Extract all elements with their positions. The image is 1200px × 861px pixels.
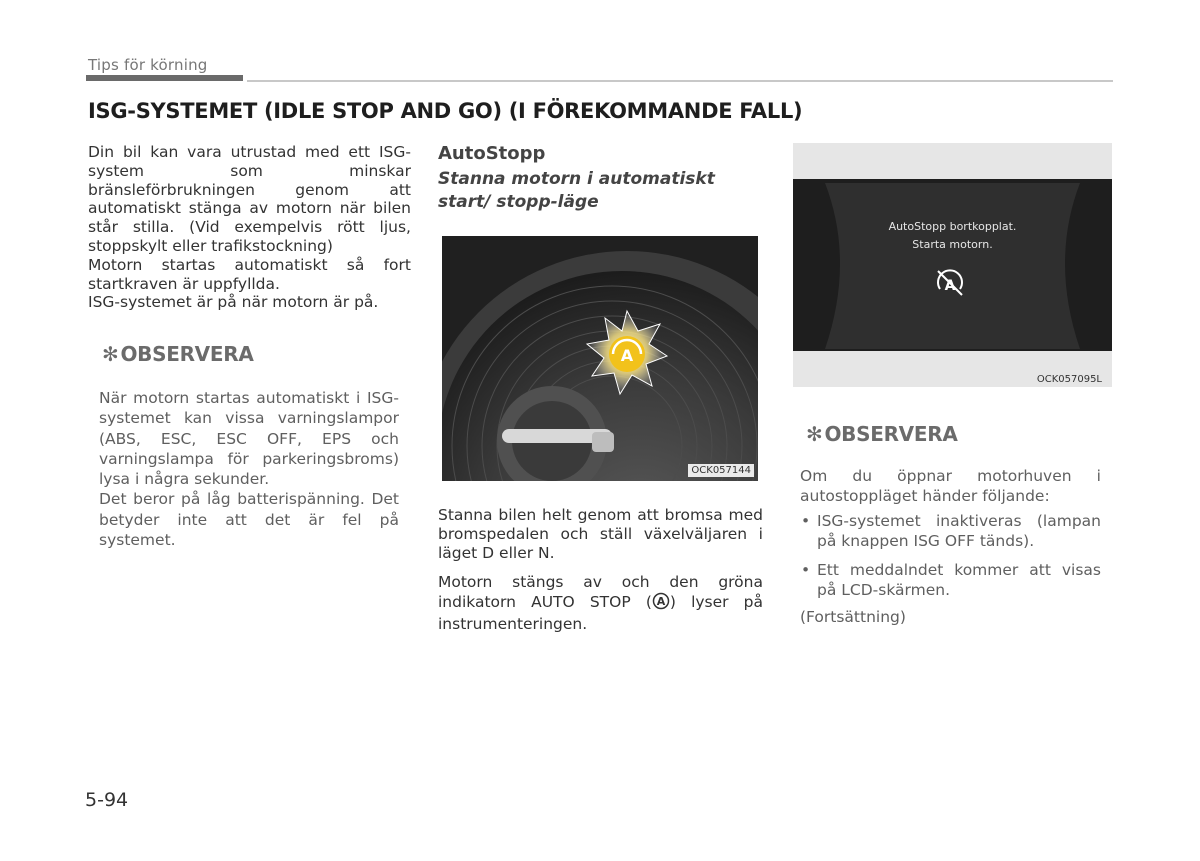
- list-item: • ISG-systemet inaktiveras (lampan på knappen ISG OFF tänds).: [801, 511, 1101, 550]
- list-item: • Ett meddalndet kommer att visas på LCD-skärmen.: [801, 561, 1101, 600]
- lcd-message-figure: [793, 143, 1112, 387]
- autostopp-paragraph-1: Stanna bilen helt genom att bromsa med bromspedalen och ställ växelväljaren i läget D eller N.: [438, 506, 763, 562]
- lcd-line-2: Starta motorn.: [912, 238, 993, 251]
- intro-paragraph-1: Din bil kan vara utrustad med ett ISG-system som minskar bränsleförbrukningen genom att automatiskt stänga av motorn när bilen står stilla. (Vid exempelvis rött ljus, stoppskylt eller trafikstockning): [88, 143, 411, 255]
- observera-paragraph-2: Det beror på låg batterispänning. Det betyder inte att det är fel på systemet.: [99, 490, 399, 550]
- section-header: Tips för körning: [88, 56, 208, 74]
- svg-text:A: A: [656, 595, 666, 609]
- observera-text-2: [800, 466, 1101, 627]
- auto-stop-icon: [652, 592, 670, 615]
- page-number: 5-94: [85, 789, 129, 811]
- autostopp-heading: AutoStopp: [438, 143, 546, 164]
- lcd-display-illustration: [793, 143, 1112, 387]
- observera-paragraph-1: När motorn startas automatiskt i ISG-systemet kan vissa varningslampor (ABS, ESC, ESC OFF, EPS och varningslampa för parkeringsbroms) lysa i några sekunder.: [99, 389, 399, 489]
- intro-text: [88, 143, 411, 312]
- instrument-cluster-illustration: [442, 236, 758, 481]
- lcd-message: [793, 218, 1112, 254]
- intro-paragraph-3: ISG-systemet är på när motorn är på.: [88, 293, 379, 312]
- header-bar: [86, 75, 243, 81]
- autostopp-paragraph-2: Motorn stängs av och den gröna indikatorn AUTO STOP ( A ) lyser på instrumenteringen.: [438, 573, 764, 633]
- svg-text:A: A: [620, 346, 634, 365]
- intro-paragraph-2: Motorn startas automatiskt så fort startkraven är uppfyllda.: [88, 255, 411, 293]
- lcd-line-1: AutoStopp bortkopplat.: [888, 220, 1017, 233]
- svg-text:A: A: [944, 278, 956, 294]
- autostopp-subheading: Stanna motorn i automatiskt start/ stopp-läge: [438, 169, 715, 212]
- observera2-intro: Om du öppnar motorhuven i autostoppläget händer följande:: [800, 467, 1101, 506]
- observera-text-1: [99, 388, 399, 550]
- figure-code-1: OCK057144: [688, 464, 754, 477]
- page-title: ISG-SYSTEMET (IDLE STOP AND GO) (I FÖREKOMMANDE FALL): [88, 99, 803, 123]
- cluster-figure: [442, 236, 758, 481]
- observera-heading-1: ✻ OBSERVERA: [102, 342, 254, 366]
- autostopp-text: [438, 506, 763, 645]
- figure-code-2: OCK057095L: [1036, 374, 1102, 385]
- continuation-note: (Fortsättning): [800, 607, 906, 626]
- observera2-list: [800, 511, 1101, 601]
- asterisk-icon: ✻: [102, 342, 119, 366]
- observera-heading-2: ✻ OBSERVERA: [806, 422, 958, 446]
- asterisk-icon: ✻: [806, 422, 823, 446]
- header-rule: [247, 80, 1113, 82]
